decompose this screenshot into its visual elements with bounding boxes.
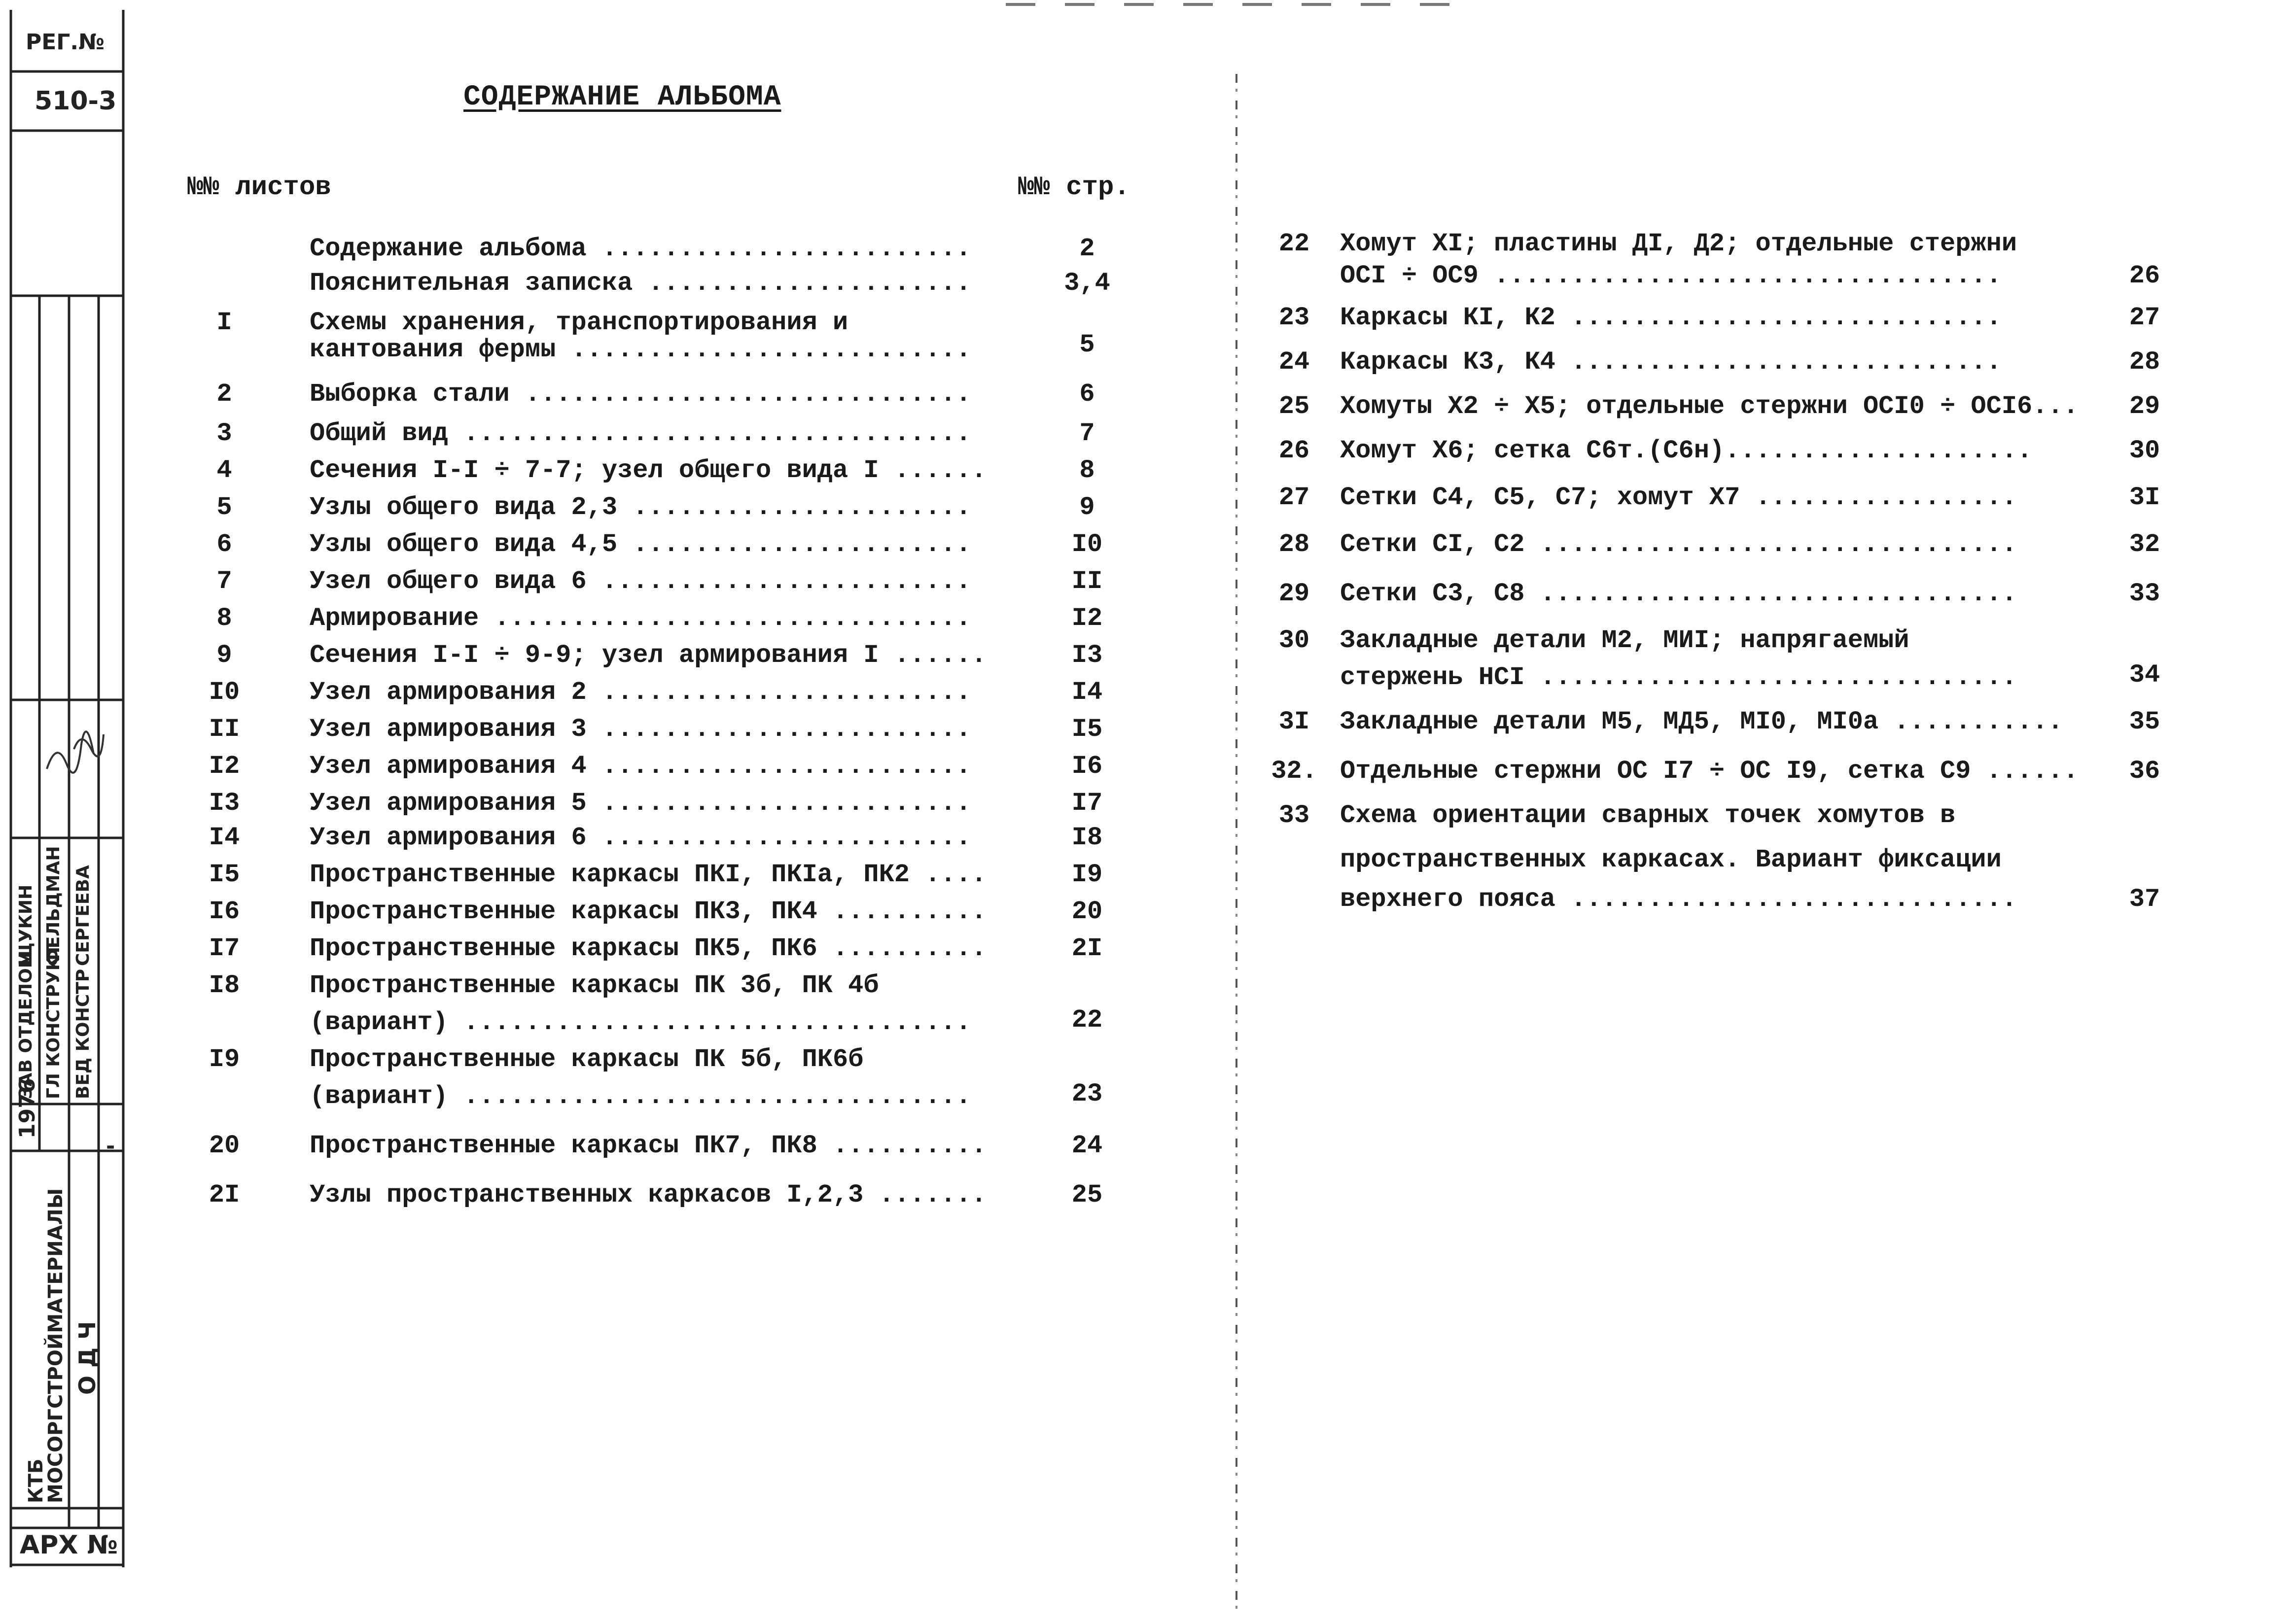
stamp-dept: О Д Ч — [74, 1321, 101, 1395]
stamp-dash: - — [106, 1134, 115, 1159]
stamp-role-1: ЗАВ ОТДЕЛОМ — [16, 950, 36, 1099]
stamp-name-2: ФЕЛЬДМАН — [43, 846, 64, 966]
album-title: СОДЕРЖАНИЕ АЛЬБОМА — [463, 81, 781, 113]
col-header-pages: №№ стр. — [1018, 173, 1130, 203]
stamp-name-3: СЕРГЕЕВА — [73, 865, 93, 966]
reg-label: РЕГ.№ — [26, 30, 105, 55]
reg-number: 510-3 — [35, 86, 117, 116]
arch-label: АРХ № — [20, 1530, 118, 1560]
page-divider — [1235, 74, 1237, 1612]
stamp-org-1: КТБ — [25, 1458, 47, 1503]
top-scan-marks — [1006, 3, 1449, 6]
col-header-sheets: №№ листов — [187, 173, 331, 203]
stamp-name-1: ЩУКИН — [16, 884, 36, 966]
stamp-year: 1976 — [15, 1078, 40, 1139]
stamp-org-2: МОСОРГСТРОЙМАТЕРИАЛЫ — [44, 1188, 67, 1503]
stamp-role-3: ВЕД КОНСТР — [73, 968, 93, 1099]
title-stamp — [0, 0, 133, 1624]
stamp-role-2: ГЛ КОНСТРУКТ — [43, 944, 64, 1099]
